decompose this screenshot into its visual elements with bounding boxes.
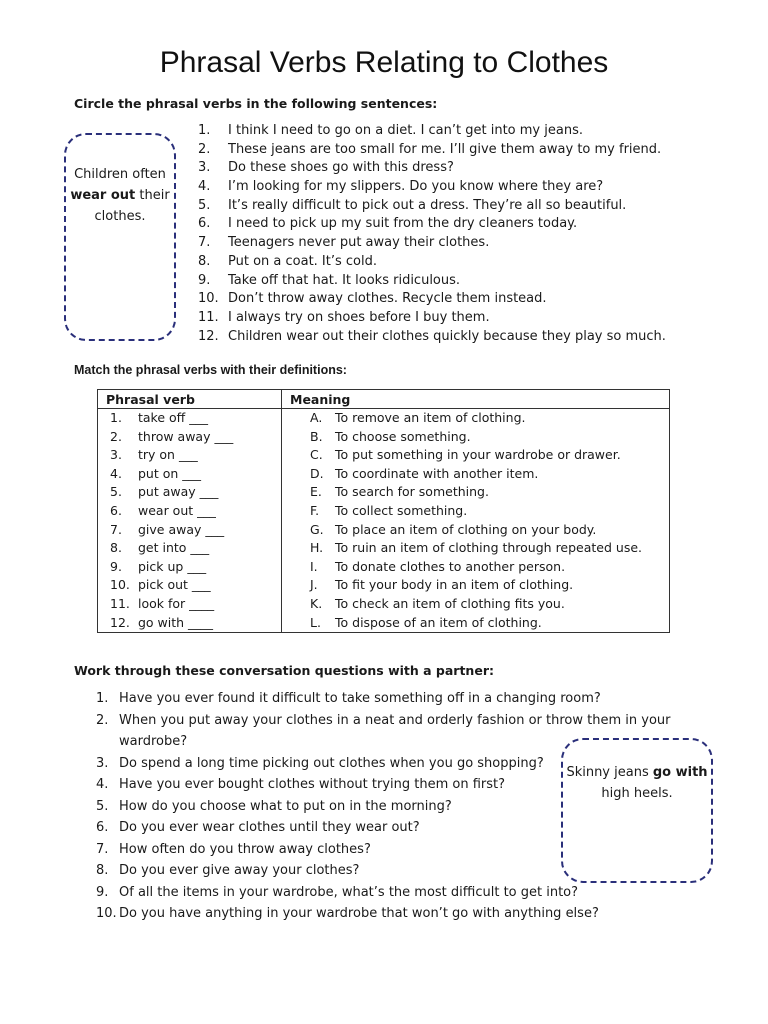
sentence-item: [198, 290, 666, 309]
header-meaning: Meaning: [282, 390, 670, 409]
verb-number: 2.: [110, 428, 122, 444]
sentence-number: 7.: [198, 235, 211, 251]
sentence-text: Take off that hat. It looks ridiculous.: [228, 272, 461, 288]
question-item: [96, 753, 671, 775]
question-text: When you put away your clothes in a neat and orderly fashion or throw them in your: [119, 712, 671, 728]
meaning-row: [282, 558, 669, 577]
question-item: [96, 839, 671, 861]
question-text: Have you ever found it difficult to take something off in a changing room?: [119, 691, 601, 706]
sentence-item: [198, 253, 666, 272]
meaning-text: To ruin an item of clothing through repeated use.: [335, 540, 643, 556]
meaning-row: [282, 539, 669, 558]
question-continuation: [96, 731, 671, 753]
verb-text: put on ___: [138, 465, 202, 481]
sentence-number: 9.: [198, 272, 211, 288]
question-number: 3.: [96, 755, 109, 771]
meaning-row: [282, 428, 669, 447]
sentence-text: I’m looking for my slippers. Do you know where they are?: [228, 179, 604, 195]
meaning-text: To search for something.: [335, 484, 489, 500]
meaning-letter: C.: [310, 447, 323, 463]
question-number: 7.: [96, 841, 109, 857]
question-number: 6.: [96, 820, 109, 835]
verb-row: [98, 409, 281, 428]
page-title: Phrasal Verbs Relating to Clothes: [159, 46, 609, 79]
meaning-text: To choose something.: [335, 428, 471, 444]
callout2-text-bold: go with: [652, 765, 708, 780]
verb-number: 4.: [110, 465, 122, 481]
meaning-letter: K.: [310, 595, 323, 611]
question-item: [96, 710, 671, 732]
matching-table: [97, 389, 670, 633]
sentence-number: 4.: [198, 179, 211, 195]
question-number: 5.: [96, 798, 109, 814]
verb-row: [98, 576, 281, 595]
sentence-text: It’s really difficult to pick out a dress. They’re all so beautiful.: [228, 197, 627, 213]
meaning-row: [282, 409, 669, 428]
verb-text: try on ___: [138, 447, 198, 463]
question-number: 10.: [96, 906, 117, 921]
sentence-list: [198, 122, 666, 346]
verb-text: give away ___: [138, 521, 225, 537]
question-item: [96, 774, 671, 796]
question-text: Of all the items in your wardrobe, what’s the most difficult to get into?: [119, 884, 579, 900]
question-number: 2.: [96, 712, 109, 728]
question-text: Do you ever give away your clothes?: [119, 863, 360, 878]
sentence-number: 3.: [198, 160, 211, 176]
sentence-item: [198, 272, 666, 291]
verb-row: [98, 502, 281, 521]
question-item: [96, 860, 671, 882]
sentence-text: Children wear out their clothes quickly because they play so much.: [228, 328, 666, 344]
sentence-text: These jeans are too small for me. I’ll give them away to my friend.: [228, 141, 662, 157]
question-text: How do you choose what to put on in the morning?: [119, 798, 452, 814]
sentence-item: [198, 178, 666, 197]
meaning-row: [282, 465, 669, 484]
meaning-text: To check an item of clothing fits you.: [335, 595, 565, 611]
meaning-letter: I.: [310, 558, 318, 574]
verb-number: 6.: [110, 502, 122, 518]
meaning-row: [282, 595, 669, 614]
verb-row: [98, 428, 281, 447]
verb-row: [98, 483, 281, 502]
meaning-row: [282, 502, 669, 521]
verb-row: [98, 521, 281, 540]
meaning-letter: H.: [310, 540, 324, 556]
question-item: [96, 796, 671, 818]
meaning-row: [282, 576, 669, 595]
sentence-item: [198, 328, 666, 347]
callout-wear-out: [64, 133, 176, 341]
verb-column: [98, 409, 282, 633]
sentence-text: Don’t throw away clothes. Recycle them instead.: [228, 291, 547, 307]
sentence-text: Do these shoes go with this dress?: [228, 160, 454, 176]
meaning-letter: E.: [310, 484, 322, 500]
sentence-number: 1.: [198, 123, 211, 138]
question-item: [96, 903, 671, 925]
question-text: Do you have anything in your wardrobe that won’t go with anything else?: [119, 906, 599, 921]
verb-text: pick out ___: [138, 577, 211, 593]
verb-number: 3.: [110, 447, 122, 463]
meaning-row: [282, 483, 669, 502]
meaning-letter: B.: [310, 428, 323, 444]
header-phrasal-verb: Phrasal verb: [98, 390, 282, 409]
sentence-text: I think I need to go on a diet. I can’t get into my jeans.: [228, 123, 583, 138]
section2-instruction: Match the phrasal verbs with their definitions:: [74, 363, 347, 377]
section3-instruction: Work through these conversation questions with a partner:: [74, 663, 494, 678]
verb-number: 12.: [110, 614, 130, 630]
meaning-text: To fit your body in an item of clothing.: [335, 577, 574, 593]
verb-text: look for ____: [138, 595, 215, 611]
callout-text-bold: wear out: [70, 188, 136, 203]
callout-text-post: their clothes.: [94, 188, 170, 224]
meaning-row: [282, 521, 669, 540]
question-text: How often do you throw away clothes?: [119, 841, 371, 857]
question-item: [96, 817, 671, 839]
verb-text: put away ___: [138, 484, 219, 500]
sentence-text: I always try on shoes before I buy them.: [228, 309, 490, 325]
meaning-letter: J.: [310, 577, 318, 593]
verb-row: [98, 614, 281, 633]
sentence-number: 10.: [198, 291, 219, 307]
question-number: 8.: [96, 863, 109, 878]
meaning-row: [282, 614, 669, 633]
question-text: Do spend a long time picking out clothes when you go shopping?: [119, 755, 544, 771]
question-text: wardrobe?: [119, 734, 188, 749]
sentence-number: 2.: [198, 141, 211, 157]
verb-number: 7.: [110, 521, 122, 537]
question-number: 4.: [96, 777, 109, 792]
meaning-text: To collect something.: [335, 502, 468, 518]
question-item: [96, 688, 671, 710]
sentence-number: 12.: [198, 328, 219, 344]
sentence-text: I need to pick up my suit from the dry cleaners today.: [228, 216, 578, 232]
sentence-number: 8.: [198, 253, 211, 269]
verb-text: get into ___: [138, 540, 210, 556]
meaning-text: To remove an item of clothing.: [335, 410, 526, 425]
verb-number: 1.: [110, 410, 122, 425]
meaning-text: To donate clothes to another person.: [335, 558, 566, 574]
verb-row: [98, 465, 281, 484]
question-text: Have you ever bought clothes without trying them on first?: [119, 777, 506, 792]
verb-text: throw away ___: [138, 428, 234, 444]
question-number: 1.: [96, 691, 109, 706]
meaning-text: To coordinate with another item.: [335, 465, 539, 481]
sentence-number: 11.: [198, 309, 219, 325]
callout2-text-pre: Skinny jeans: [566, 765, 653, 780]
sentence-item: [198, 159, 666, 178]
sentence-text: Put on a coat. It’s cold.: [228, 253, 377, 269]
sentence-item: [198, 309, 666, 328]
sentence-item: [198, 234, 666, 253]
verb-number: 9.: [110, 558, 122, 574]
meaning-letter: G.: [310, 521, 324, 537]
verb-text: pick up ___: [138, 558, 207, 574]
meaning-letter: F.: [310, 502, 320, 518]
sentence-item: [198, 197, 666, 216]
meaning-row: [282, 446, 669, 465]
meaning-letter: L.: [310, 614, 321, 630]
verb-text: take off ___: [138, 410, 209, 425]
sentence-number: 6.: [198, 216, 211, 232]
callout2-text-post: high heels.: [601, 786, 673, 801]
sentence-number: 5.: [198, 197, 211, 213]
question-list: [96, 688, 671, 925]
question-item: [96, 882, 671, 904]
sentence-item: [198, 122, 666, 141]
verb-number: 5.: [110, 484, 122, 500]
meaning-text: To place an item of clothing on your body.: [335, 521, 597, 537]
verb-row: [98, 446, 281, 465]
verb-row: [98, 558, 281, 577]
question-text: Do you ever wear clothes until they wear out?: [119, 820, 420, 835]
verb-text: wear out ___: [138, 502, 216, 518]
meaning-text: To dispose of an item of clothing.: [335, 614, 542, 630]
verb-number: 11.: [110, 595, 130, 611]
verb-row: [98, 595, 281, 614]
meaning-text: To put something in your wardrobe or drawer.: [335, 447, 621, 463]
callout-text-pre: Children often: [74, 167, 166, 182]
verb-text: go with ____: [138, 614, 214, 630]
question-number: 9.: [96, 884, 109, 900]
section1-instruction: Circle the phrasal verbs in the following sentences:: [74, 96, 438, 111]
sentence-item: [198, 215, 666, 234]
meaning-column: [282, 409, 670, 633]
sentence-text: Teenagers never put away their clothes.: [228, 235, 490, 251]
sentence-item: [198, 141, 666, 160]
verb-number: 10.: [110, 577, 130, 593]
verb-number: 8.: [110, 540, 122, 556]
meaning-letter: A.: [310, 410, 323, 425]
meaning-letter: D.: [310, 465, 324, 481]
verb-row: [98, 539, 281, 558]
